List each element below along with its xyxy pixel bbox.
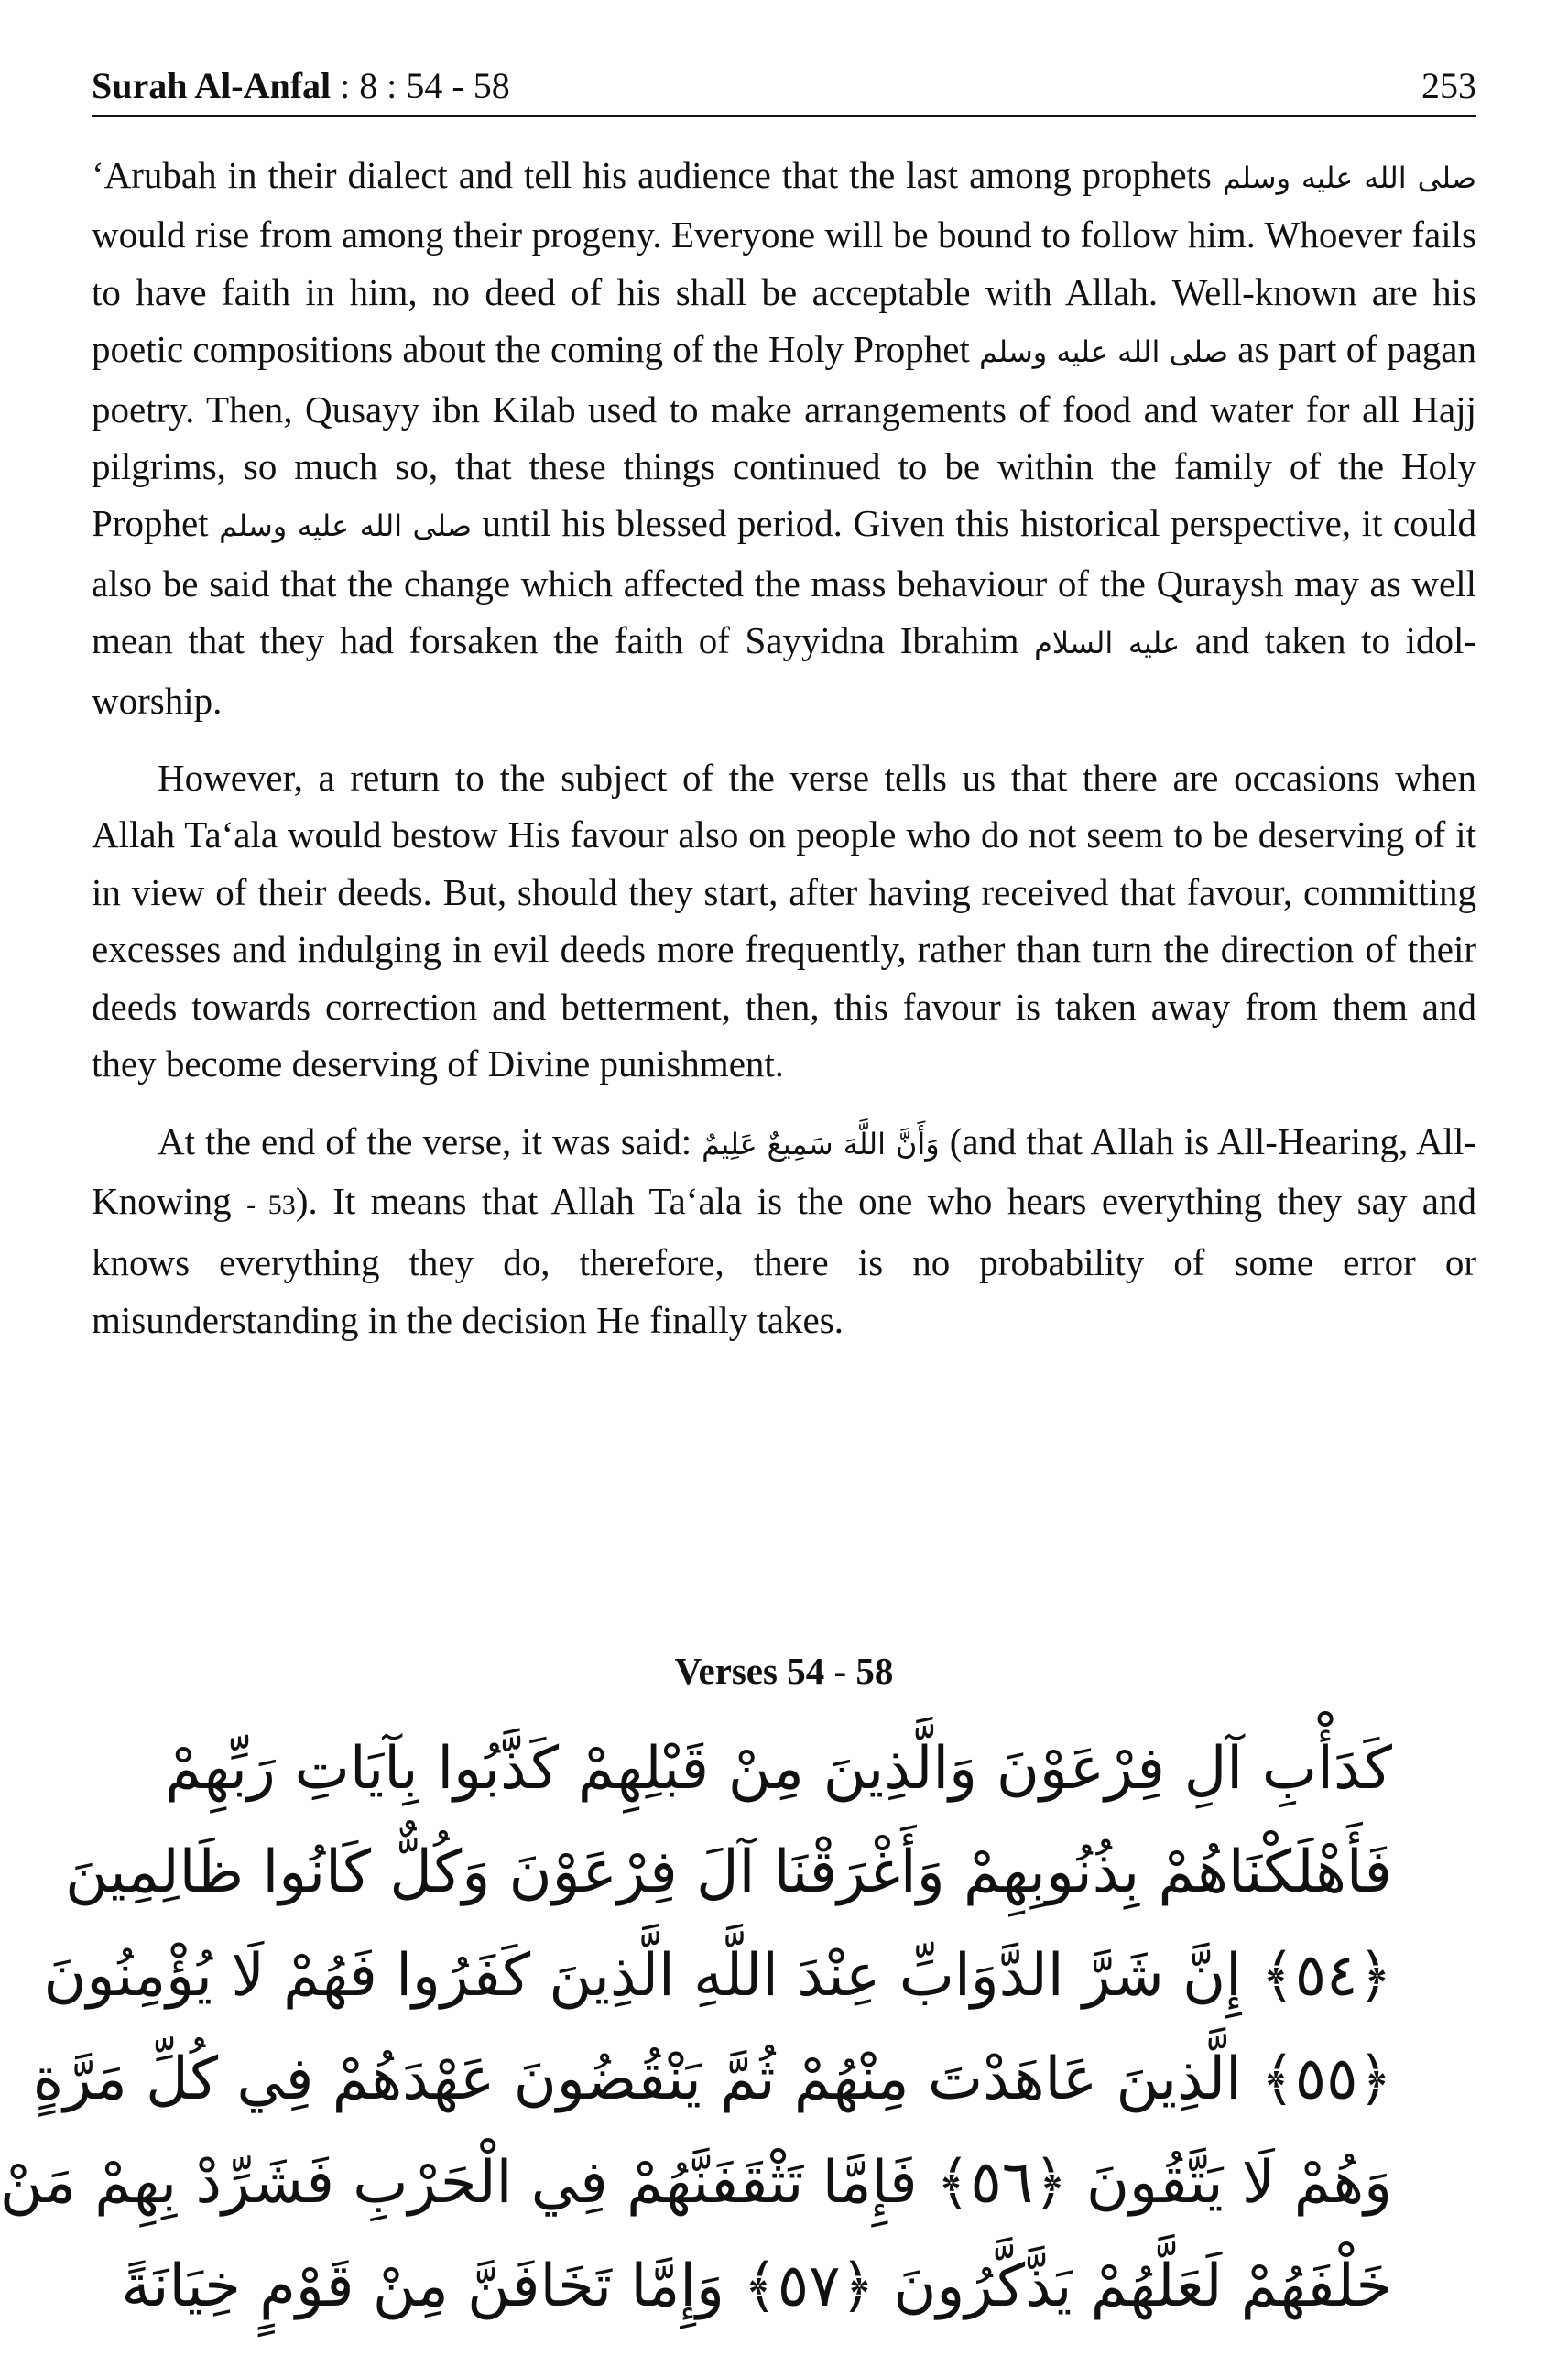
text-run: (and that Allah is All-Hearing, All-Knowing: [92, 1119, 1476, 1222]
text-run: and taken to idol-worship.: [92, 619, 1477, 722]
salutation-arabic: صلى الله عليه وسلم: [1222, 160, 1477, 195]
text-run: would rise from among their progeny. Everyone will be bound to follow him. Whoever fails to have faith in him, no deed of his shall be acceptable with Allah. Well-known are his poetic compositions about the coming of the Holy Prophet: [92, 213, 1476, 371]
page-number: 253: [1421, 65, 1476, 106]
text-run: ‘Arubah in their dialect and tell his audience that the last among prophets: [92, 154, 1223, 196]
text-run: ). It means that Allah Ta‘ala is the one who hears everything they say and knows everything they do, therefore, there is no probability of some error or misunderstanding in the decision He finally takes.: [92, 1179, 1477, 1341]
verse-ref-inline: - 53: [246, 1189, 296, 1220]
quoted-verse-arabic: وَأَنَّ اللَّهَ سَمِيعٌ عَلِيمٌ: [702, 1126, 940, 1162]
section-heading: Verses 54 - 58: [674, 1650, 894, 1692]
surah-name: Surah Al-Anfal: [92, 65, 332, 106]
arabic-line: خَلْفَهُمْ لَعَلَّهُمْ يَذَّكَّرُونَ ﴿٥٧﴾ وَإِمَّا تَخَافَنَّ مِنْ قَوْمٍ خِيَانَةً: [121, 2252, 1392, 2320]
arabic-line: وَهُمْ لَا يَتَّقُونَ ﴿٥٦﴾ فَإِمَّا تَثْقَفَنَّهُمْ فِي الْحَرْبِ فَشَرِّدْ بِهِمْ مَنْ: [0, 2149, 1392, 2217]
arabic-line: كَدَأْبِ آلِ فِرْعَوْنَ وَالَّذِينَ مِنْ قَبْلِهِمْ كَذَّبُوا بِآيَاتِ رَبِّهِمْ: [165, 1735, 1392, 1803]
arabic-line: ﴿٥٤﴾ إِنَّ شَرَّ الدَّوَابِّ عِنْدَ اللَّهِ الَّذِينَ كَفَرُوا فَهُمْ لَا يُؤْمِنُونَ: [43, 1942, 1392, 2010]
arabic-line: ﴿٥٥﴾ الَّذِينَ عَاهَدْتَ مِنْهُمْ ثُمَّ يَنْقُضُونَ عَهْدَهُمْ فِي كُلِّ مَرَّةٍ: [32, 2045, 1392, 2113]
salutation-arabic: عليه السلام: [1034, 626, 1181, 661]
verse-reference: : 8 : 54 - 58: [340, 65, 510, 106]
body-text: [92, 147, 1476, 1369]
running-head: [92, 64, 510, 107]
text-run: as part of pagan poetry. Then, Qusayy ibn Kilab used to make arrangements of food and water for all Hajj pilgrims, so much so, that these things continued to be within the family of the Holy Prophet: [92, 328, 1476, 545]
text-run: At the end of the verse, it was said:: [158, 1119, 702, 1162]
paragraph-1: [92, 147, 1476, 729]
paragraph-2: However, a return to the subject of the verse tells us that there are occasions when Allah Ta‘ala would bestow His favour also on people who do not seem to be deserving of it in view of their deeds. But, should they start, after having received that favour, committing excesses and indulging in evil deeds more frequently, rather than turn the direction of their deeds towards correction and betterment, then, this favour is taken away from them and they become deserving of Divine punishment.: [92, 757, 1476, 1085]
quran-verses-arabic: [0, 1718, 1392, 2339]
salutation-arabic: صلى الله عليه وسلم: [979, 334, 1229, 370]
paragraph-3: [92, 1113, 1476, 1349]
text-run: until his blessed period. Given this historical perspective, it could also be said that the change which affected the mass behaviour of the Quraysh may as well mean that they had forsaken the faith of Sayyidna Ibrahim: [92, 502, 1476, 662]
arabic-line: فَأَهْلَكْنَاهُمْ بِذُنُوبِهِمْ وَأَغْرَقْنَا آلَ فِرْعَوْنَ وَكُلٌّ كَانُوا ظَالِمِينَ: [65, 1838, 1392, 1906]
salutation-arabic: صلى الله عليه وسلم: [219, 508, 472, 544]
page-header: [92, 64, 1476, 117]
